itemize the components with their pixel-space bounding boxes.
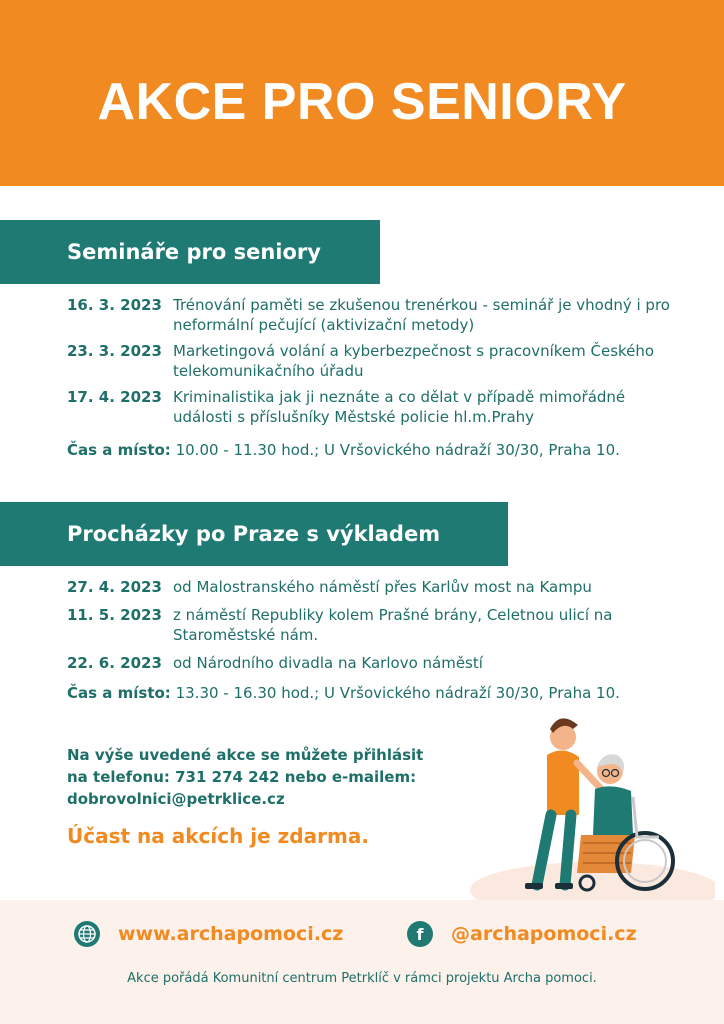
caregiver-wheelchair-illustration	[455, 705, 715, 925]
section-heading-text: Procházky po Praze s výkladem	[67, 522, 441, 546]
event-date: 16. 3. 2023	[67, 296, 162, 314]
phone-label: na telefonu:	[67, 768, 170, 786]
contact-line: Na výše uvedené akce se můžete přihlásit	[67, 746, 424, 764]
event-description: Kriminalistika jak ji neznáte a co dělat v případě mimořádné události s příslušníky Městské policie hl.m.Prahy	[173, 388, 626, 426]
section-heading-walks	[0, 502, 508, 566]
event-description: od Malostranského náměstí přes Karlův most na Kampu	[173, 578, 592, 596]
list-item	[67, 387, 687, 427]
contact-info	[67, 744, 467, 810]
website-url: www.archapomoci.cz	[118, 923, 344, 945]
list-item	[67, 605, 687, 645]
time-label: Čas a místo:	[67, 684, 171, 702]
email-link[interactable]: dobrovolnici@petrklice.cz	[67, 790, 285, 808]
globe-icon	[74, 921, 100, 947]
organizer-note: Akce pořádá Komunitní centrum Petrklíč v rámci projektu Archa pomoci.	[127, 971, 597, 986]
list-item	[67, 653, 687, 673]
event-description: od Národního divadla na Karlovo náměstí	[173, 654, 483, 672]
list-item	[67, 295, 687, 335]
phone-number[interactable]: 731 274 242	[175, 768, 280, 786]
section-heading-seminars	[0, 220, 380, 284]
seminar-list	[67, 295, 687, 433]
event-date: 11. 5. 2023	[67, 606, 162, 624]
list-item	[67, 577, 687, 597]
event-date: 23. 3. 2023	[67, 342, 162, 360]
contact-line	[67, 766, 467, 788]
website-link[interactable]	[74, 921, 343, 947]
footer	[0, 900, 724, 1024]
facebook-link[interactable]	[407, 921, 637, 947]
time-label: Čas a místo:	[67, 441, 171, 459]
event-description: Trénování paměti se zkušenou trenérkou - seminář je vhodný i pro neformální pečující (aktivizační metody)	[173, 296, 670, 334]
free-admission-note: Účast na akcích je zdarma.	[67, 824, 369, 848]
list-item	[67, 341, 687, 381]
email-label: nebo e-mailem:	[284, 768, 417, 786]
event-date: 22. 6. 2023	[67, 654, 162, 672]
time-value: 13.30 - 16.30 hod.; U Vršovického nádraží 30/30, Praha 10.	[175, 684, 620, 702]
time-and-place	[67, 441, 620, 459]
facebook-icon: f	[407, 921, 433, 947]
event-date: 17. 4. 2023	[67, 388, 162, 406]
event-description: z náměstí Republiky kolem Prašné brány, Celetnou ulicí na Staroměstské nám.	[173, 606, 613, 644]
event-description: Marketingová volání a kyberbezpečnost s pracovníkem Českého telekomunikačního úřadu	[173, 342, 655, 380]
page-title: AKCE PRO SENIORY	[97, 73, 627, 131]
walk-list	[67, 577, 687, 681]
facebook-handle: @archapomoci.cz	[451, 923, 637, 945]
time-and-place	[67, 684, 620, 702]
event-date: 27. 4. 2023	[67, 578, 162, 596]
time-value: 10.00 - 11.30 hod.; U Vršovického nádraží 30/30, Praha 10.	[175, 441, 620, 459]
section-heading-text: Semináře pro seniory	[67, 240, 321, 264]
